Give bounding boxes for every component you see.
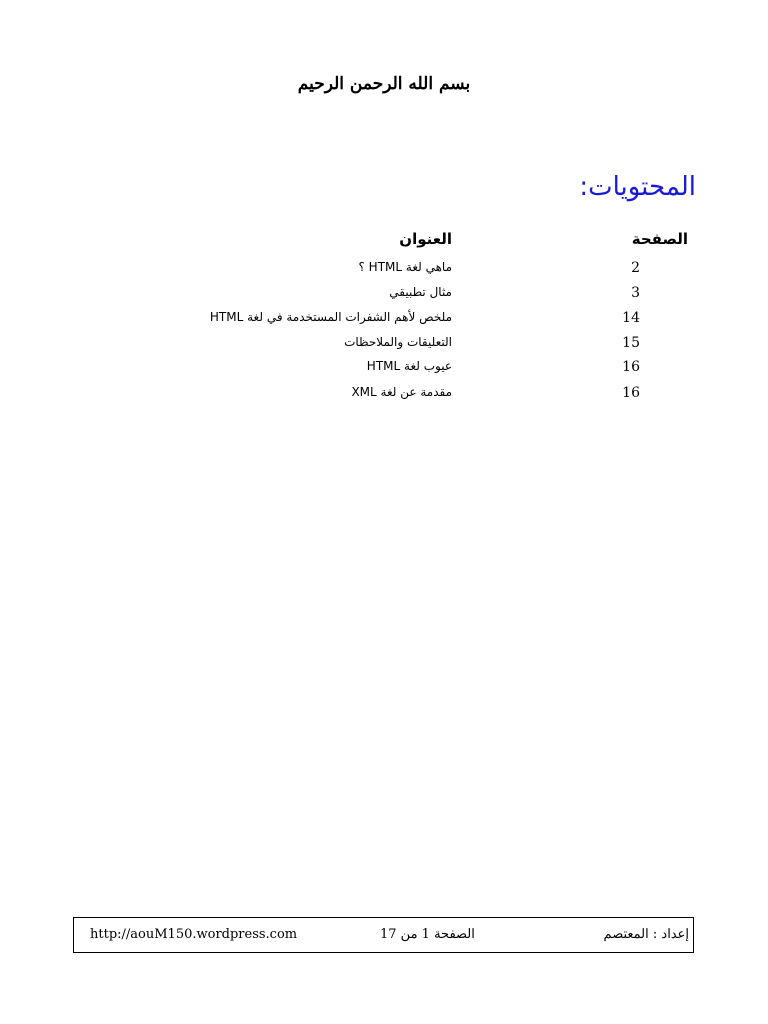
toc-entry-title: ملخص لأهم الشفرات المستخدمة في لغة HTML <box>209 310 452 324</box>
toc-row <box>0 310 768 335</box>
toc-row <box>0 285 768 310</box>
toc-page-number: 14 <box>622 310 640 326</box>
footer-page-info: الصفحة 1 من 17 <box>380 927 475 942</box>
toc-page-number: 3 <box>631 285 640 301</box>
column-header-page: الصفحة <box>631 230 688 248</box>
toc-entry-title: مقدمة عن لغة XML <box>351 385 452 399</box>
toc-page-number: 16 <box>622 359 640 375</box>
toc-page-number: 15 <box>622 335 640 351</box>
toc-page-number: 2 <box>631 260 640 276</box>
toc-row <box>0 335 768 360</box>
page-footer <box>73 917 694 953</box>
toc-row <box>0 260 768 285</box>
toc-row <box>0 385 768 410</box>
toc-page-number: 16 <box>622 385 640 401</box>
toc-entry-title: ماهي لغة HTML ؟ <box>358 260 452 274</box>
toc-entry-title: التعليقات والملاحظات <box>344 335 452 349</box>
footer-author: إعداد : المعتصم <box>603 927 689 942</box>
toc-row <box>0 359 768 384</box>
toc-entry-title: مثال تطبيقي <box>389 285 452 299</box>
toc-entry-title: عيوب لغة HTML <box>366 359 452 373</box>
column-header-title: العنوان <box>399 230 452 248</box>
footer-url-link[interactable]: http://aouM150.wordpress.com <box>90 927 298 942</box>
bismillah-heading: بسم الله الرحمن الرحيم <box>297 74 471 94</box>
contents-title: المحتويات: <box>579 172 696 202</box>
